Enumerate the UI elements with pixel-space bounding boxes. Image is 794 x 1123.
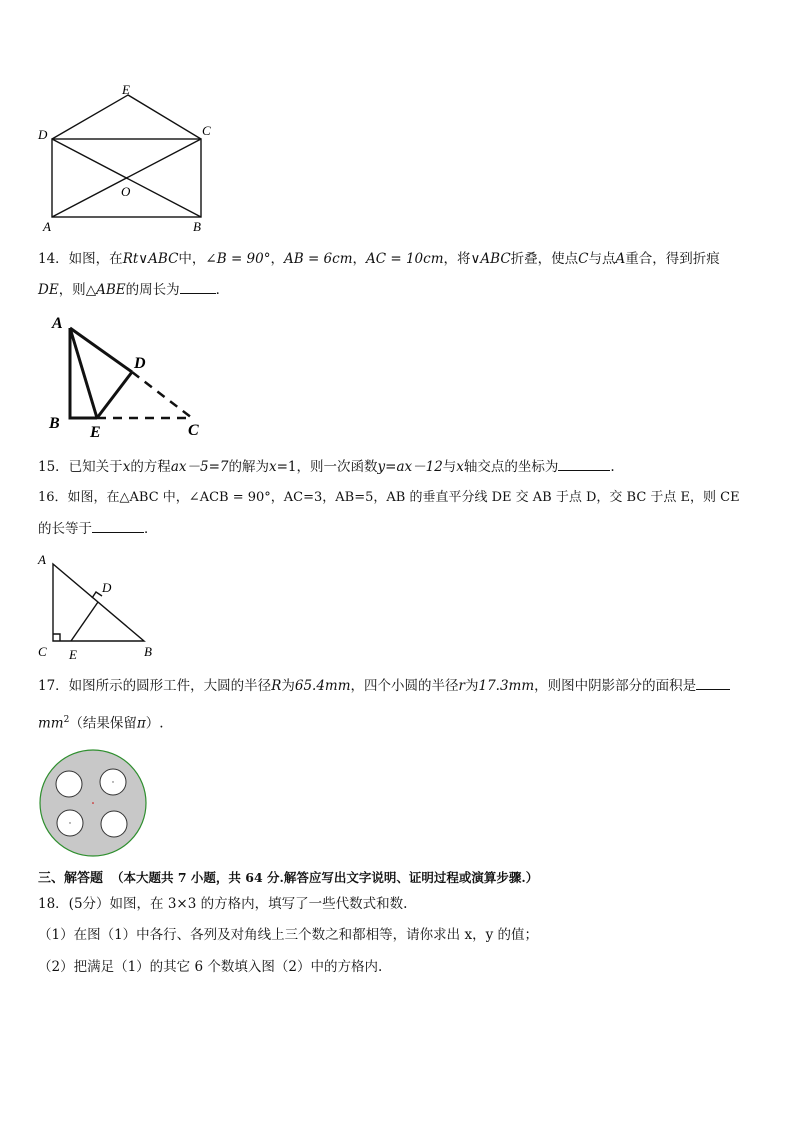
right-triangle-figure (34, 550, 164, 664)
label-B: B (193, 219, 201, 234)
label-B: B (144, 644, 152, 659)
q14-line2: DE，则△ABE的周长为 ． (38, 282, 230, 298)
label-A: A (38, 552, 46, 567)
label-D: D (38, 127, 48, 142)
q17-line1: 17．如图所示的圆形工件，大圆的半径R为65.4mm，四个小圆的半径r为17.3mm，则图中阴影部分的面积是 (38, 677, 730, 695)
label-D: D (102, 580, 112, 595)
q16-line2: 的长等于 ． (38, 521, 158, 537)
label-O: O (121, 184, 131, 199)
label-E: E (69, 647, 77, 662)
label-E: E (90, 424, 101, 440)
q17-line2: $mm^2$（结果保留π）. (38, 715, 164, 732)
label-E: E (122, 82, 130, 97)
label-A: A (43, 219, 51, 234)
fold-triangle-figure (40, 310, 215, 440)
q16-line1: 16．如图，在△ABC 中，∠ACB = 90°，AC=3，AB=5，AB 的垂直平分线 DE 交 AB 于点 D，交 BC 于点 E，则 CE (38, 490, 740, 505)
q15-line: 15．已知关于x的方程ax－5=7的解为x=1，则一次函数y=ax－12与x轴交点的坐标为 . (38, 459, 615, 475)
rectangle-figure (30, 78, 220, 238)
label-B: B (49, 415, 60, 432)
answer-blank (92, 520, 144, 533)
label-C: C (38, 644, 47, 659)
answer-blank (180, 281, 216, 294)
label-C: C (202, 123, 211, 138)
answer-blank (696, 677, 730, 690)
q18-line1: 18．(5分）如图，在 3×3 的方格内，填写了一些代数式和数. (38, 896, 408, 912)
q18-line2: （1）在图（1）中各行、各列及对角线上三个数之和都相等，请你求出 x，y 的值； (38, 927, 538, 943)
label-C: C (188, 422, 199, 439)
label-D: D (134, 355, 146, 372)
answer-blank (558, 458, 610, 471)
section3-heading: 三、解答题 （本大题共 7 小题，共 64 分.解答应写出文字说明、证明过程或演算步骤.） (38, 870, 539, 886)
q14-line1: 14．如图，在Rt∨ABC中，∠B = 90°，AB = 6cm，AC = 10cm，将∨ABC折叠，使点C与点A重合，得到折痕 (38, 251, 720, 267)
circular-workpiece-figure (36, 747, 150, 861)
q18-line3: （2）把满足（1）的其它 6 个数填入图（2）中的方格内. (38, 959, 383, 975)
label-A: A (52, 315, 63, 332)
